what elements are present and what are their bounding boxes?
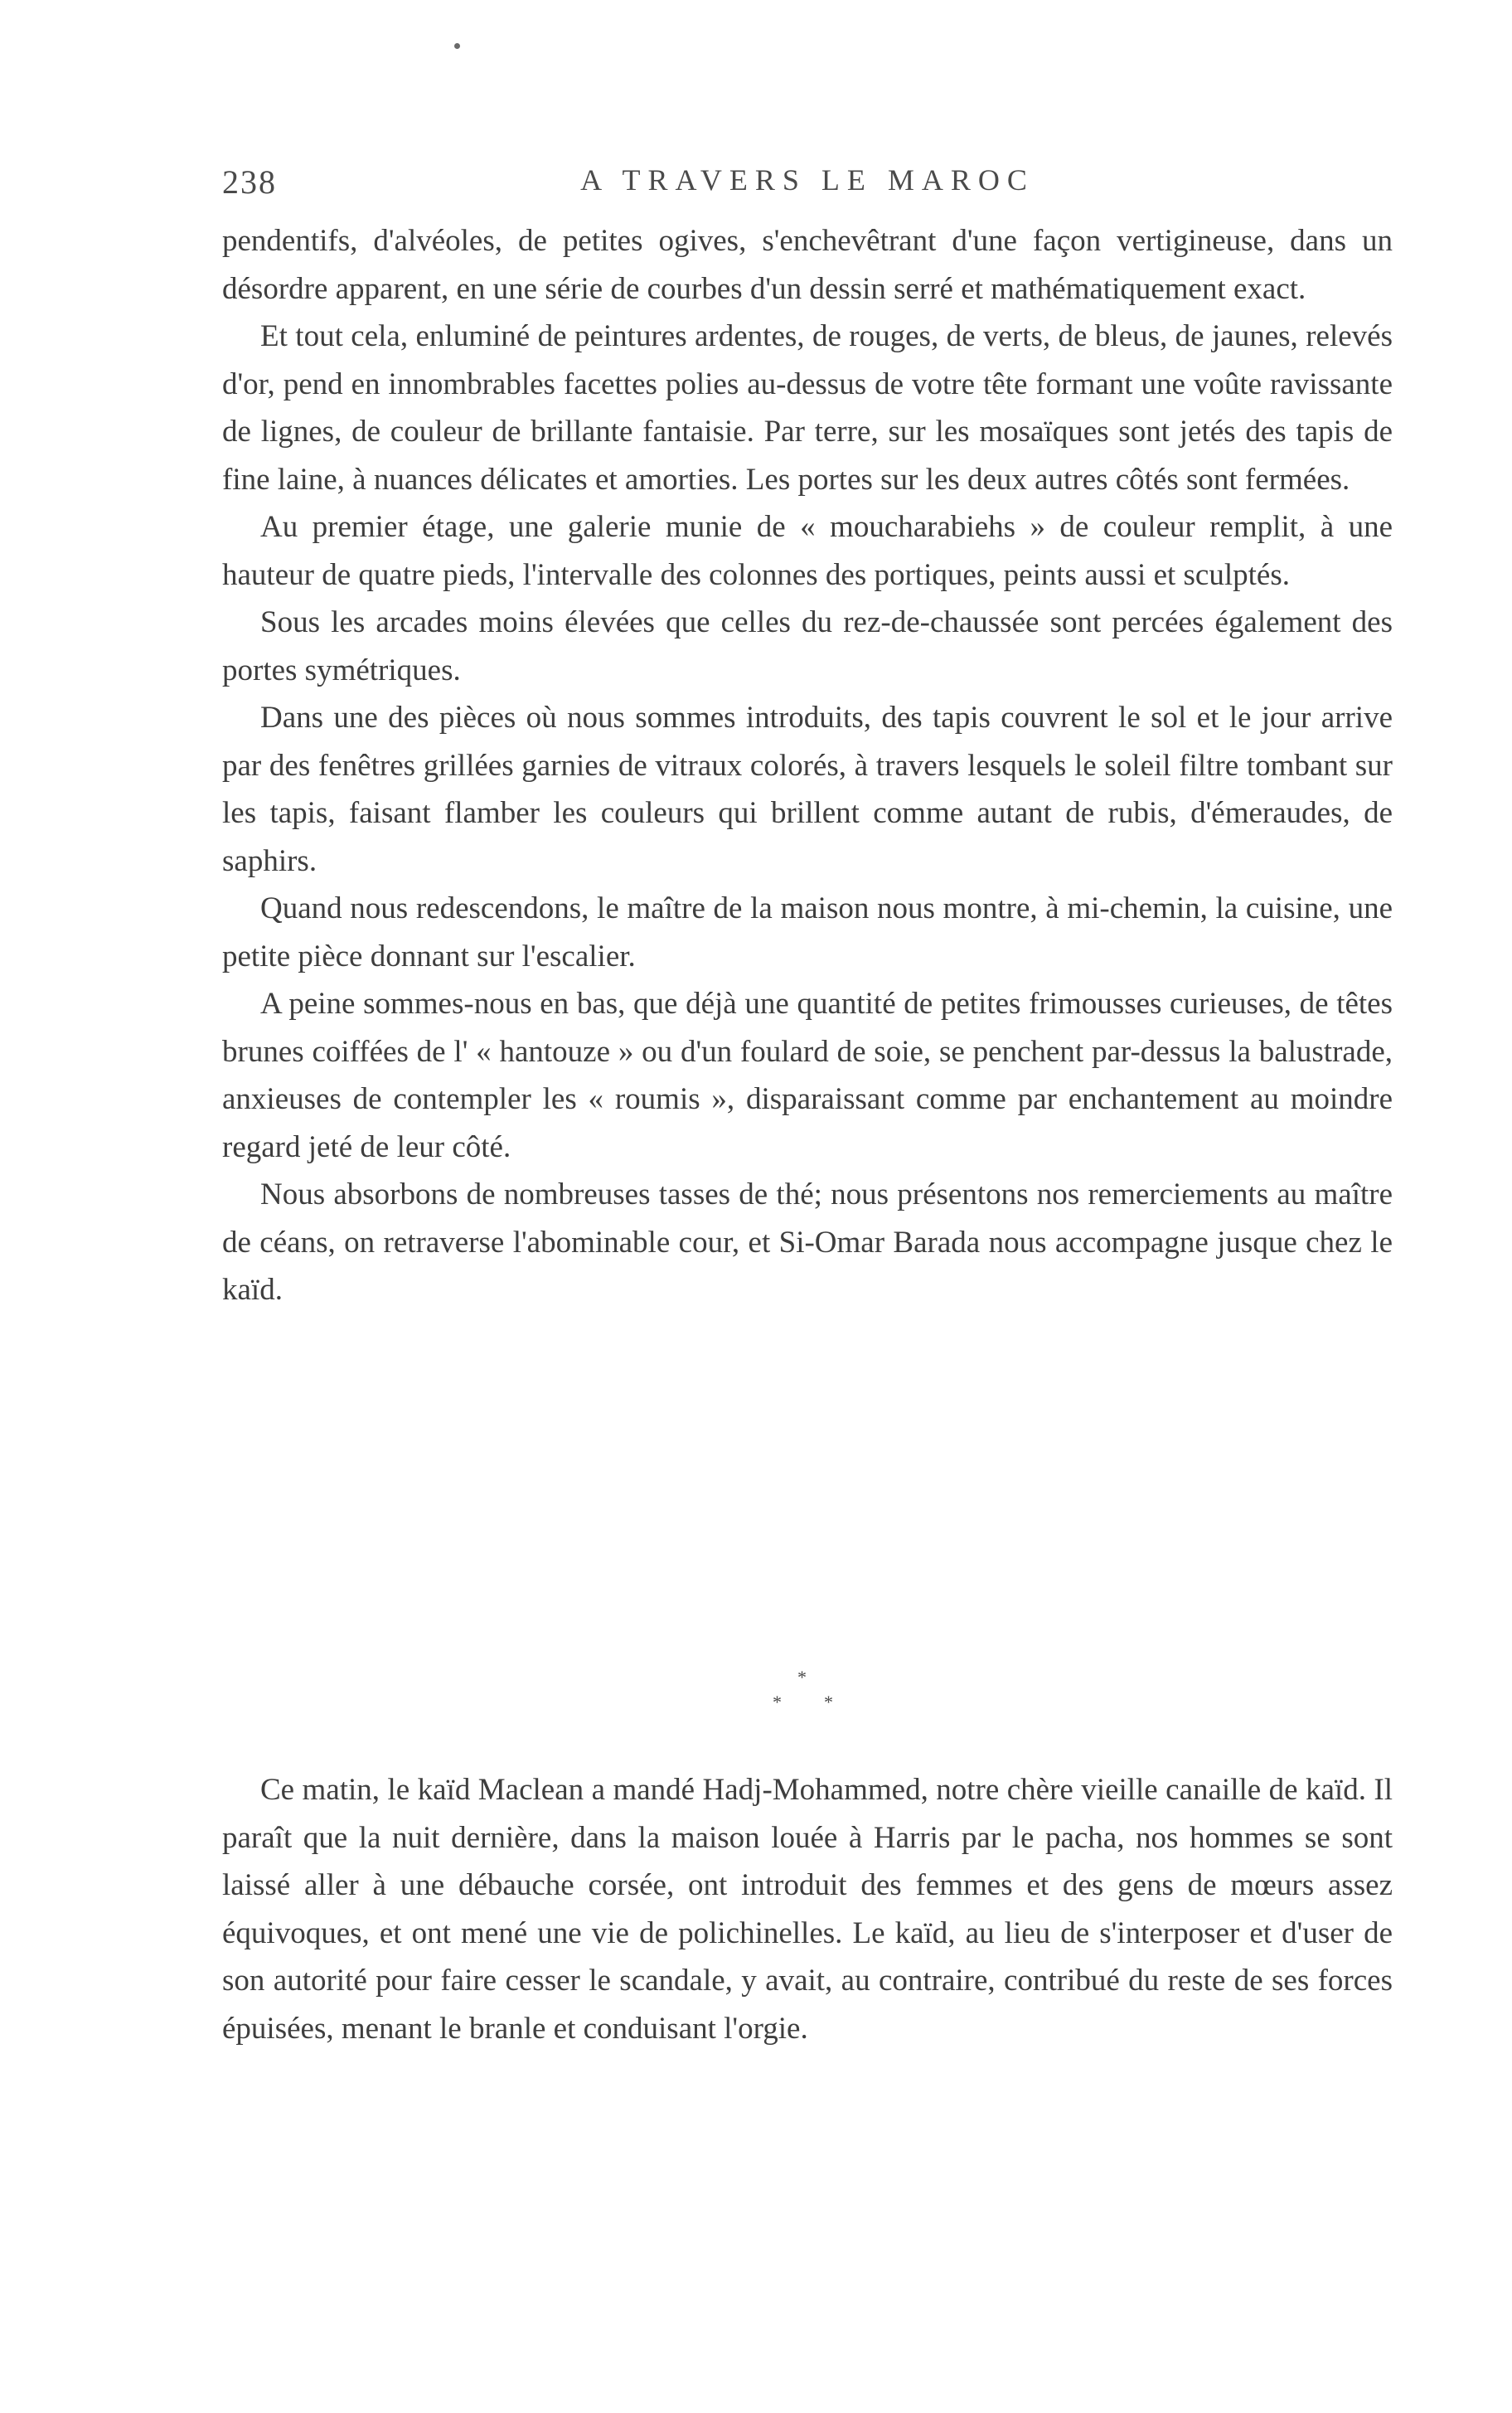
asterisk: * — [824, 1692, 833, 1712]
printing-speck — [454, 43, 460, 49]
page-header — [222, 163, 1393, 212]
body-text-bottom — [222, 1766, 1393, 2052]
body-text-top — [222, 217, 1393, 1314]
paragraph: Et tout cela, enluminé de peintures ardentes, de rouges, de verts, de bleus, de jaunes, relevés d'or, pend en innombrables facettes polies au-dessus de votre tête formant une voûte ravissante de lignes, de couleur de brillante fantaisie. Par terre, sur les mosaïques sont jetés des tapis de fine laine, à nuances délicates et amorties. Les portes sur les deux autres côtés sont fermées. — [222, 319, 1393, 497]
page-number: 238 — [222, 163, 277, 201]
paragraph: Dans une des pièces où nous sommes introduits, des tapis couvrent le sol et le jour arrive par des fenêtres grillées garnies de vitraux colorés, à travers lesquels le soleil filtre tombant sur les tapis, faisant flamber les couleurs qui brillent comme autant de rubis, d'émeraudes, de saphirs. — [222, 701, 1393, 878]
asterisk: * — [797, 1667, 807, 1687]
section-separator — [0, 1668, 1512, 1726]
running-title: A TRAVERS LE MAROC — [580, 163, 1035, 197]
paragraph: Ce matin, le kaïd Maclean a mandé Hadj-Mohammed, notre chère vieille canaille de kaïd. Il paraît que la nuit dernière, dans la maison louée à Harris par le pacha, nos hommes se sont laissé aller à une débauche corsée, ont introduit des femmes et des gens de mœurs assez équivoques, et ont mené une vie de polichinelles. Le kaïd, au lieu de s'interposer et d'user de son autorité pour faire cesser le scandale, y avait, au contraire, contribué du reste de ses forces épuisées, menant le branle et conduisant l'orgie. — [222, 1773, 1393, 2046]
paragraph: Quand nous redescendons, le maître de la maison nous montre, à mi-chemin, la cuisine, une petite pièce donnant sur l'escalier. — [222, 891, 1393, 973]
paragraph: pendentifs, d'alvéoles, de petites ogives, s'enchevêtrant d'une façon vertigineuse, dans un désordre apparent, en une série de courbes d'un dessin serré et mathématiquement exact. — [222, 224, 1393, 306]
paragraph: A peine sommes-nous en bas, que déjà une quantité de petites frimousses curieuses, de têtes brunes coiffées de l' « hantouze » ou d'un foulard de soie, se penchent par-dessus la balustrade, anxieuses de contempler les « roumis », disparaissant comme par enchantement au moindre regard jeté de leur côté. — [222, 987, 1393, 1164]
asterisk: * — [773, 1692, 782, 1712]
paragraph: Nous absorbons de nombreuses tasses de thé; nous présentons nos remerciements au maître de céans, on retraverse l'abominable cour, et Si-Omar Barada nous accompagne jusque chez le kaïd. — [222, 1177, 1393, 1307]
paragraph: Sous les arcades moins élevées que celles du rez-de-chaussée sont percées également des portes symétriques. — [222, 605, 1393, 687]
paragraph: Au premier étage, une galerie munie de « moucharabiehs » de couleur remplit, à une hauteur de quatre pieds, l'intervalle des colonnes des portiques, peints aussi et sculptés. — [222, 510, 1393, 592]
